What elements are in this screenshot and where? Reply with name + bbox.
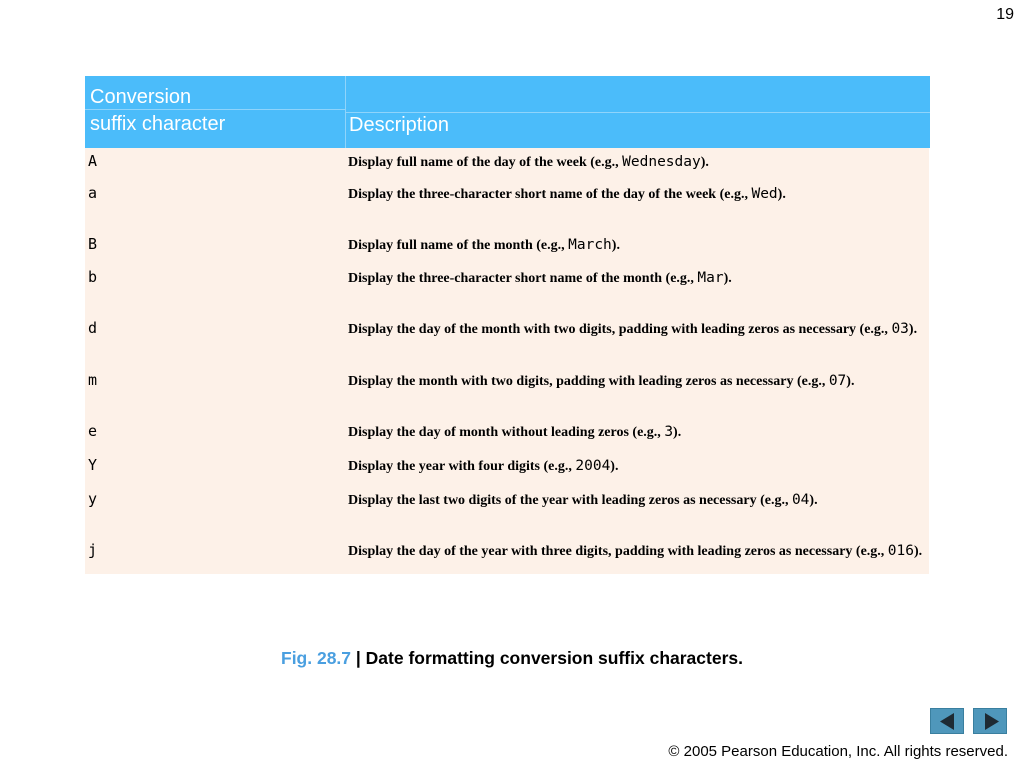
header-col1-line2: suffix character (90, 113, 226, 135)
suffix-description: Display the month with two digits, padding with leading zeros as necessary (e.g., 07). (348, 373, 855, 389)
suffix-code: A (88, 152, 98, 170)
suffix-description: Display full name of the month (e.g., March). (348, 237, 620, 253)
example-value: 3 (664, 424, 674, 440)
header-divider (85, 109, 345, 110)
suffix-description: Display full name of the day of the week (e.g., Wednesday). (348, 154, 709, 170)
suffix-code: e (88, 422, 98, 440)
suffix-description: Display the day of month without leading zeros (e.g., 3). (348, 424, 682, 440)
previous-slide-button[interactable] (930, 708, 964, 734)
suffix-description: Display the three-character short name of the month (e.g., Mar). (348, 270, 732, 286)
copyright-notice: © 2005 Pearson Education, Inc. All rights reserved. (668, 743, 1008, 760)
suffix-code: y (88, 490, 98, 508)
suffix-code: d (88, 319, 98, 337)
suffix-description: Display the three-character short name of the day of the week (e.g., Wed). (348, 186, 786, 202)
example-value: 03 (891, 321, 909, 337)
suffix-code: Y (88, 456, 98, 474)
example-value: 016 (887, 543, 914, 559)
suffix-code: a (88, 184, 98, 202)
example-value: 2004 (575, 458, 611, 474)
suffix-code: b (88, 268, 98, 286)
example-value: Mar (697, 270, 724, 286)
page-number: 19 (996, 6, 1014, 23)
triangle-left-icon (931, 709, 965, 735)
example-value: March (568, 237, 612, 253)
example-value: Wednesday (622, 154, 701, 170)
header-divider (346, 112, 930, 113)
suffix-description: Display the last two digits of the year with leading zeros as necessary (e.g., 04). (348, 492, 818, 508)
table-header-suffix (85, 76, 345, 148)
suffix-description: Display the year with four digits (e.g., 2004). (348, 458, 619, 474)
suffix-code: B (88, 235, 98, 253)
caption-text: Date formatting conversion suffix characters. (365, 648, 743, 668)
caption-separator: | (351, 648, 366, 668)
figure-caption (0, 648, 1024, 669)
example-value: Wed (751, 186, 778, 202)
example-value: 04 (791, 492, 810, 508)
figure-label: Fig. 28.7 (281, 648, 352, 668)
table-header-description (345, 76, 930, 148)
suffix-code: j (88, 541, 98, 559)
suffix-description: Display the day of the month with two digits, padding with leading zeros as necessary (e.g., 03). (348, 321, 918, 337)
suffix-description: Display the day of the year with three digits, padding with leading zeros as necessary (e.g., 016). (348, 543, 923, 559)
example-value: 07 (828, 373, 847, 389)
header-col2: Description (349, 114, 450, 136)
triangle-right-icon (974, 709, 1008, 735)
suffix-code: m (88, 371, 98, 389)
header-col1-line1: Conversion (90, 86, 192, 108)
next-slide-button[interactable] (973, 708, 1007, 734)
